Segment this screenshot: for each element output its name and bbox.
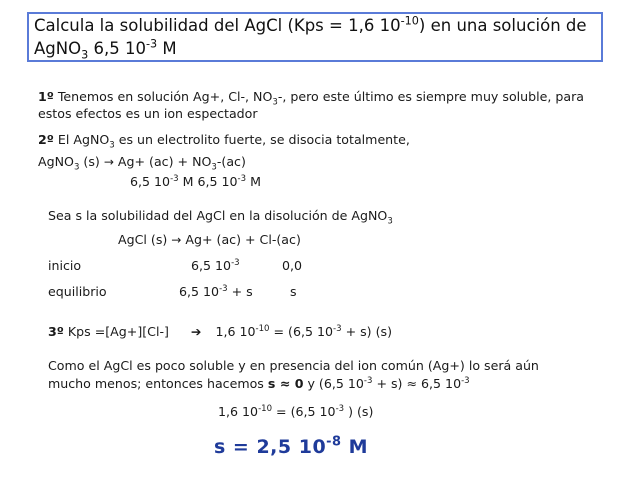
step2-line1 — [38, 132, 410, 151]
subscript: 3 — [109, 140, 115, 151]
row-inicio-ag — [191, 258, 240, 273]
reaction-arrow-icon: → — [171, 233, 182, 247]
step-text: Kps =[Ag+][Cl-] — [63, 324, 169, 339]
title-text: Calcula la solubilidad del AgCl (Kps = 1,6 10 — [34, 16, 401, 35]
concentration: M 6,5 10 — [178, 174, 238, 189]
approx-text: mucho menos; entonces hacemos — [48, 376, 268, 391]
equation-text: 1,6 10 — [215, 324, 256, 339]
approx-line1: Como el AgCl es poco soluble y en presencia del ion común (Ag+) lo será aún — [48, 358, 539, 373]
exponent: -3 — [231, 257, 240, 268]
step-text: Tenemos en solución Ag+, Cl-, NO — [53, 89, 273, 104]
equation-text: 1,6 10 — [218, 404, 259, 419]
subscript: 3 — [272, 97, 278, 108]
exponent: -3 — [363, 375, 373, 386]
title-text: M — [157, 39, 177, 58]
approx-text: y (6,5 10 — [303, 376, 364, 391]
approx-line2 — [48, 376, 470, 391]
final-result — [214, 436, 368, 458]
title-line-1 — [34, 14, 587, 37]
reaction-arrow-icon: → — [103, 155, 114, 169]
solubility-intro — [48, 208, 393, 227]
exponent: -10 — [255, 323, 270, 334]
approx-text: + s) ≈ 6,5 10 — [372, 376, 462, 391]
equation-text: = (6,5 10 — [272, 404, 336, 419]
equation-text: AgNO — [38, 154, 74, 169]
approx-assumption: s ≈ 0 — [267, 376, 304, 391]
exponent: -10 — [400, 14, 419, 28]
result-text: M — [341, 436, 369, 458]
concentration: M — [246, 174, 261, 189]
intro-text: Sea s la solubilidad del AgCl en la disolución de AgNO — [48, 208, 388, 223]
exponent: -10 — [258, 403, 273, 414]
result-text: s = 2,5 10 — [214, 436, 327, 458]
equation-text: ) (s) — [344, 404, 374, 419]
title-text: ) en una solución de — [418, 16, 587, 35]
row-equilibrio-ag — [179, 284, 253, 299]
exponent: -3 — [461, 375, 470, 386]
equation-text: AgCl (s) — [118, 232, 172, 247]
subscript: 3 — [387, 216, 393, 227]
implies-arrow-icon: ➔ — [190, 324, 202, 339]
step1-line2: estos efectos es un ion espectador — [38, 106, 258, 121]
equation-text: + s) (s) — [341, 324, 392, 339]
exponent: -3 — [333, 323, 342, 334]
step-number: 1º — [38, 89, 54, 104]
step2-concentrations — [130, 174, 261, 189]
title-text: 6,5 10 — [88, 39, 146, 58]
step-text: es un electrolito fuerte, se disocia totalmente, — [114, 132, 410, 147]
concentration: 6,5 10 — [130, 174, 171, 189]
exponent: -3 — [237, 173, 247, 184]
approx-equation — [218, 404, 373, 419]
row-inicio-label: inicio — [48, 258, 82, 273]
step-number: 2º — [38, 132, 54, 147]
exponent: -3 — [335, 403, 345, 414]
equation-text: = (6,5 10 — [269, 324, 334, 339]
equation-text: -(ac) — [216, 154, 246, 169]
equation-text: Ag+ (ac) + NO — [113, 154, 212, 169]
value: + s — [227, 284, 253, 299]
title-line-2 — [34, 37, 587, 60]
step-text: -, pero este último es siempre muy soluble, para — [277, 89, 584, 104]
equation-text: Ag+ (ac) + Cl-(ac) — [181, 232, 301, 247]
title-text: AgNO — [34, 39, 82, 58]
exponent: -8 — [326, 434, 342, 450]
subscript: 3 — [73, 162, 80, 173]
step-number: 3º — [48, 324, 64, 339]
value: 6,5 10 — [179, 284, 220, 299]
exponent: -3 — [170, 173, 179, 184]
subscript: 3 — [211, 162, 217, 173]
solubility-equation — [118, 232, 301, 247]
value: 6,5 10 — [191, 258, 232, 273]
step1-line1 — [38, 89, 584, 108]
step2-equation — [38, 154, 246, 173]
step3-line — [48, 324, 392, 339]
subscript: 3 — [81, 48, 89, 62]
row-equilibrio-cl: s — [290, 284, 297, 299]
exponent: -3 — [145, 37, 158, 51]
row-inicio-cl: 0,0 — [282, 258, 303, 273]
exponent: -3 — [219, 283, 228, 294]
step-text: El AgNO — [53, 132, 110, 147]
problem-statement — [34, 14, 587, 60]
row-equilibrio-label: equilibrio — [48, 284, 107, 299]
equation-text: (s) — [79, 154, 104, 169]
